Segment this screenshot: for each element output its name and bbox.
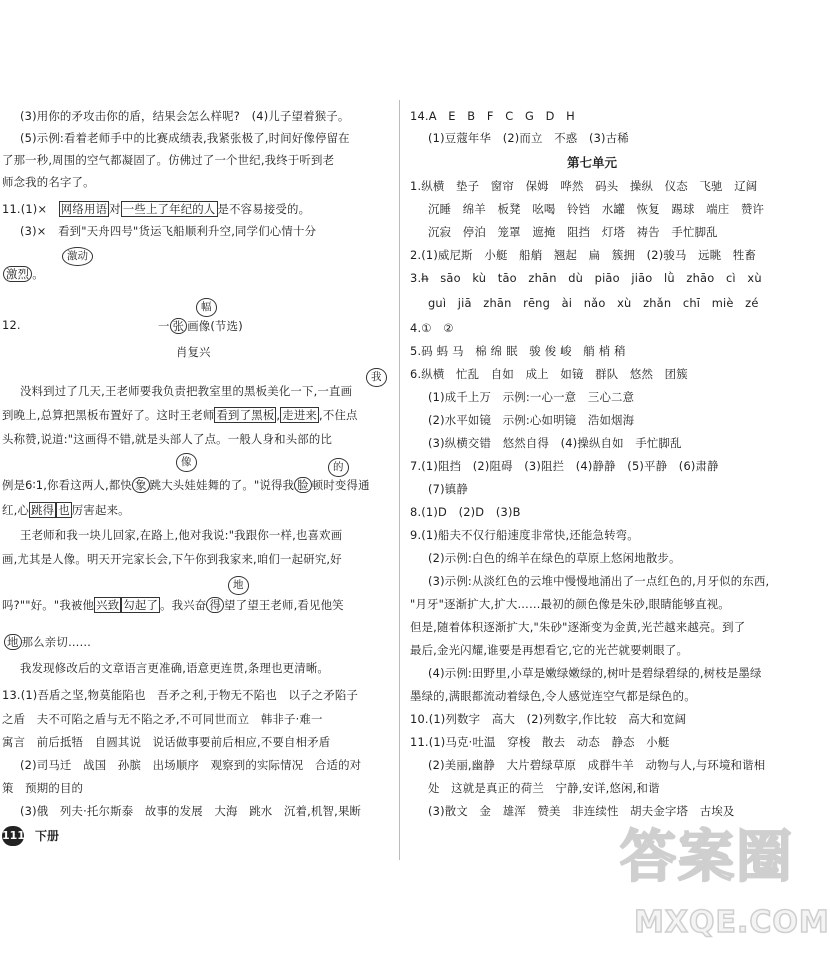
essay-line [4,637,91,648]
answer-line: 沉寂 停泊 笼罩 遮掩 阻挡 灯塔 祷告 手忙脚乱 [428,225,718,239]
inline-text: 望了望王老师,看见他笑 [224,598,344,612]
inline-text: 顿时变得通 [311,478,370,492]
inline-text: 是不容易接受的。 [217,202,311,216]
inline-text: ,不住点 [319,408,358,422]
title-text: 画像(节选) [187,319,243,333]
inline-text: 没料到过了几天,王老师要我负责把教室里的黑板美化一下, [20,384,318,398]
answer-line: (3)示例:从淡红色的云堆中慢慢地涌出了一点红色的,月牙似的东西, [428,574,770,588]
inline-text: 红,心 [2,503,30,517]
q13-line: (3)俄 列夫·托尔斯泰 故事的发展 大海 跳水 沉着,机智,果断 [20,804,362,818]
volume-label: 下册 [35,829,60,843]
correction-bubble: 的 [328,458,349,477]
answer-line: 2.(1)威尼斯 小艇 船艄 翘起 扁 簇拥 (2)骏马 远眺 牲畜 [410,248,757,262]
answer-line: 墨绿的,满眼都流动着绿色,令人感觉连空气都是绿色的。 [410,689,696,703]
inline-text: 对 [109,202,121,216]
answer-line: (5)示例:看着老师手中的比赛成绩表,我紧张极了,时间好像停留在 [20,131,350,145]
correction-box: 勾起了 [123,598,159,612]
essay-author: 肖复兴 [176,345,211,359]
inline-text: 。 [32,267,44,281]
essay-line: 头称赞,说道:"这画得不错,就是头部人了点。一般人身和头部的比 [2,432,333,446]
correction-box: 兴致 [96,598,120,612]
q11-line2: (3)× 看到"天舟四号"货运飞船顺利升空,同学们心情十分 [20,224,317,238]
q14-line: 14.A E B F C G D H [410,109,575,123]
answer-line: 师念我的名字了。 [2,175,95,189]
right-column [402,0,810,960]
marked-word: 象 [132,477,150,493]
answer-line: 4.① ② [410,321,454,335]
answer-line: 5.码 蚂 马 棉 绵 眠 骏 俊 峻 艄 梢 稍 [410,344,626,358]
q11-line3 [3,269,44,280]
marked-word: 激烈 [3,266,32,282]
q14-line: (1)豆蔻年华 (2)而立 不惑 (3)古稀 [428,131,629,145]
answer-line: 处 这就是真正的荷兰 宁静,安详,悠闲,和谐 [428,781,660,795]
answer-line: 了那一秒,周围的空气都凝固了。仿佛过了一个世纪,我终于听到老 [2,153,335,167]
marked-word: 得 [206,597,224,613]
marked-word: 张 [170,318,188,334]
answer-line: (2)示例:白色的绵羊在绿色的草原上悠闲地散步。 [428,551,681,565]
q12-label: 12. [2,318,21,332]
correction-bubble: 地 [228,576,249,595]
watermark-logo-text: 答案圈 [620,825,794,890]
answer-line: 但是,随着体积逐渐扩大,"朱砂"逐渐变为金黄,光芒越来越亮。到了 [410,620,746,634]
answer-line: 6.纵横 忙乱 自如 成上 如镜 群队 悠然 团簇 [410,367,688,381]
essay-line [2,480,370,491]
q11-label: 11.(1)× [2,202,59,216]
watermark-url: MXQE.COM [634,905,830,940]
correction-box: 也 [58,503,70,517]
answer-line: 8.(1)D (2)D (3)B [410,505,521,519]
answer-line: (1)成千上万 示例:一心一意 三心二意 [428,390,635,404]
correction-box: 网络用语 [60,202,108,216]
marked-word: 脸 [294,477,312,493]
q11-line1 [2,204,310,215]
essay-line [2,505,130,516]
inline-text: , [276,408,281,422]
essay-line [2,410,358,421]
pinyin-line: guì jiā zhān rēng ài nǎo xù zhǎn chī miè zé [428,296,759,310]
correction-bubble: 我 [366,368,387,387]
title-text: 一 [158,319,170,333]
essay-title [158,321,243,332]
answer-line: 1.纵横 垫子 窗帘 保姆 哗然 码头 操纵 仪态 飞驰 辽阔 [410,179,758,193]
answer-line: (2)水平如镜 示例:心如明镜 浩如烟海 [428,413,635,427]
correction-box: 走进来 [282,408,318,422]
essay-line [20,386,352,397]
left-column [0,0,400,960]
answer-line: 沉睡 绵羊 板凳 吆喝 铃铛 水罐 恢复 踢球 端庄 赞许 [428,202,765,216]
correction-box: 一些上了年纪的人 [122,202,216,216]
q13-line: 寓言 前后抵牾 自圆其说 说话做事要前后相应,不要自相矛盾 [2,735,331,749]
answer-line: 7.(1)阻挡 (2)阻碍 (3)阻拦 (4)静静 (5)平静 (6)肃静 [410,459,719,473]
essay-summary: 我发现修改后的文章语言更准确,语意更连贯,条理也更清晰。 [20,661,329,675]
q13-line: (2)司马迁 战国 孙膑 出场顺序 观察到的实际情况 合适的对 [20,758,362,772]
correction-box: 跳得 [31,503,55,517]
answer-line: (2)美丽,幽静 大片碧绿草原 成群牛羊 动物与人,与环境和谐相 [428,758,766,772]
answer-line: 10.(1)列数字 高大 (2)列数字,作比较 高大和宽阔 [410,712,687,726]
answer-line: (3)纵横交错 悠然自得 (4)操纵自如 手忙脚乱 [428,436,682,450]
correction-bubble: 激动 [62,247,93,266]
inline-text: 到晚上,总算把黑板布置好了。这时王老师 [2,408,215,422]
essay-line: 王老师和我一块儿回家,在路上,他对我说:"我跟你一样,也喜欢画 [20,528,343,542]
answer-line: (7)镇静 [428,482,468,496]
inline-text: 那么亲切…… [21,635,92,649]
pinyin-line: 3.h̶ sāo kù tāo zhān dù piāo jiāo lǜ zhāo cì xù [410,271,762,285]
answer-line: 9.(1)船夫不仅行船速度非常快,还能急转弯。 [410,528,639,542]
answer-line: 11.(1)马克·吐温 穿梭 散去 动态 静态 小艇 [410,735,670,749]
essay-line: 画,尤其是人像。明天开完家长会,下午你到我家来,咱们一起研究,好 [2,552,342,566]
correction-bubble: 幅 [196,298,217,317]
inline-text: 。我兴奋 [160,598,207,612]
q13-line: 策 预期的目的 [2,781,84,795]
correction-bubble: 像 [176,453,197,472]
watermark [620,825,830,954]
correction-box: 看到了黑板 [216,408,275,422]
answer-line: 最后,金光闪耀,谁要是再想看它,它的光芒就要刺眼了。 [410,643,689,657]
q13-line: 之盾 夫不可陷之盾与无不陷之矛,不可同世而立 韩非子·难一 [2,712,323,726]
answer-line: (3)用你的矛攻击你的盾，结果会怎么样呢? (4)儿子望着猴子。 [20,109,350,123]
q13-line: 13.(1)吾盾之坚,物莫能陷也 吾矛之利,于物无不陷也 以子之矛陷子 [2,688,359,702]
inline-text: 厉害起来。 [71,503,130,517]
inline-text: 例是6∶1,你看这两人,都快 [2,478,133,492]
inline-text: 吗?""好。"我被他 [2,598,95,612]
unit-title: 第七单元 [567,155,618,170]
answer-line: (4)示例:田野里,小草是嫩绿嫩绿的,树叶是碧绿碧绿的,树枝是墨绿 [428,666,762,680]
page-number-badge: 111 [2,826,24,846]
answer-line: "月牙"逐渐扩大,扩大……最初的颜色像是朱砂,眼睛能够直视。 [410,597,730,611]
inline-text: 一直画 [317,384,353,398]
inline-text: 跳大头娃娃舞的了。"说得我 [149,478,295,492]
marked-word: 地 [4,634,22,650]
essay-line [2,600,344,611]
answer-line: (3)散文 金 雄浑 赞美 非连续性 胡夫金字塔 古埃及 [428,804,735,818]
